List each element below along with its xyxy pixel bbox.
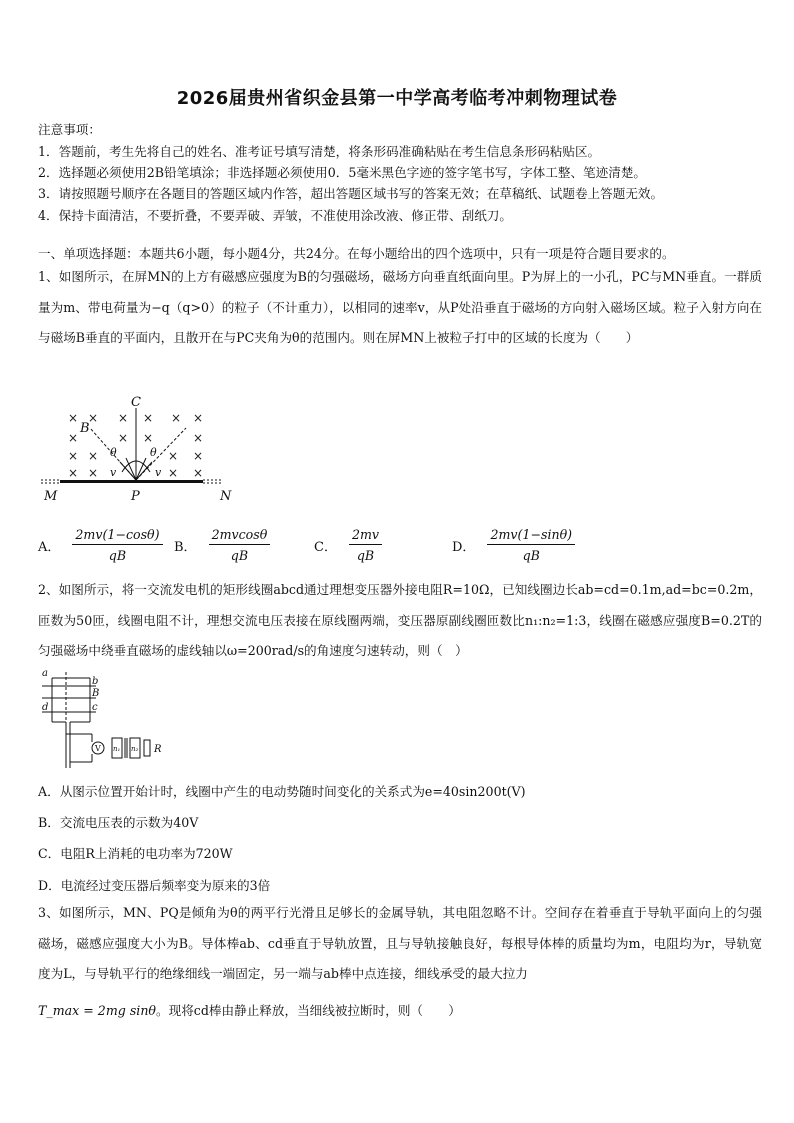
cross-mark: × — [193, 449, 204, 463]
cross-mark: × — [143, 431, 154, 445]
cross-mark: × — [193, 411, 204, 425]
cross-mark: × — [118, 431, 129, 445]
label-n1: n₁ — [113, 745, 121, 753]
label-b: B — [80, 421, 90, 436]
option-b-numerator: 2mvcosθ — [209, 527, 271, 545]
label-a: a — [42, 668, 48, 679]
label-c: C — [131, 395, 141, 410]
notes-heading: 注意事项： — [38, 122, 101, 137]
cross-mark: × — [171, 411, 182, 425]
option-b-denominator: qB — [230, 548, 249, 563]
option-d-label: D． — [452, 539, 476, 555]
note-item-2: 2．选择题必须使用2B铅笔填涂；非选择题必须使用0．5毫米黑色字迹的签字笔书写，字体工整、笔迹清楚。 — [38, 165, 647, 180]
cross-mark: × — [88, 411, 99, 425]
option-a-numerator: 2mv(1−cosθ) — [72, 527, 162, 545]
cross-mark: × — [193, 431, 204, 445]
tmax-formula: T_max = 2mg sinθ — [38, 1003, 157, 1018]
label-v-right: v — [155, 466, 162, 479]
cross-mark: × — [118, 411, 129, 425]
option-c-numerator: 2mv — [349, 527, 382, 545]
label-r: R — [154, 744, 162, 755]
cross-mark: × — [143, 411, 154, 425]
question-1-figure — [38, 394, 248, 506]
cross-mark: × — [68, 411, 79, 425]
cross-mark: × — [68, 449, 79, 463]
label-b: b — [92, 676, 99, 687]
option-d[interactable] — [452, 520, 575, 570]
option-b[interactable] — [174, 520, 270, 570]
cross-mark: × — [168, 449, 179, 463]
question-2-option-d[interactable]: D．电流经过变压器后频率变为原来的3倍 — [38, 878, 271, 893]
option-a-denominator: qB — [108, 548, 127, 563]
cross-mark: × — [193, 466, 204, 480]
section-heading: 一、单项选择题：本题共6小题，每小题4分，共24分。在每小题给出的四个选项中，只有一项是符合题目要求的。 — [38, 246, 675, 261]
cross-mark: × — [88, 449, 99, 463]
cross-mark: × — [168, 466, 179, 480]
label-theta-left: θ — [110, 446, 117, 459]
voltmeter-label: V — [95, 744, 101, 753]
note-item-3: 3．请按照题号顺序在各题目的答题区域内作答，超出答题区域书写的答案无效；在草稿纸、试题卷上答题无效。 — [38, 186, 664, 201]
note-item-4: 4．保持卡面清洁，不要折叠，不要弄破、弄皱，不准使用涂改液、修正带、刮纸刀。 — [38, 208, 512, 223]
question-2-text: 2、如图所示，将一交流发电机的矩形线圈abcd通过理想变压器外接电阻R=10Ω，已知线圈边长ab=cd=0.1m,ad=bc=0.2m，匝数为50匝，线圈电阻不计，理想交流电压表接在原线圈两端，变压器原副线圈匝数比n₁:n₂=1:3，线圈在磁感应强度B=0.2T的匀强磁场中绕垂直磁场的虚线轴以ω=200rad/s的角速度匀速转动，则（ ） — [38, 582, 762, 658]
option-c-denominator: qB — [356, 548, 375, 563]
label-m: M — [44, 489, 58, 504]
option-b-label: B． — [174, 539, 197, 555]
option-d-fraction — [487, 527, 575, 563]
option-d-denominator: qB — [522, 548, 540, 563]
question-2-option-a[interactable]: A．从图示位置开始计时，线圈中产生的电动势随时间变化的关系式为e=40sin200t(V) — [38, 784, 526, 799]
cross-mark: × — [88, 466, 99, 480]
option-c-fraction — [349, 527, 382, 563]
question-3-tail — [38, 1000, 461, 1019]
note-item-1: 1．答题前，考生先将自己的姓名、准考证号填写清楚，将条形码准确粘贴在考生信息条形码粘贴区。 — [38, 144, 601, 159]
question-1-text: 1、如图所示，在屏MN的上方有磁感应强度为B的匀强磁场，磁场方向垂直纸面向里。P为屏上的一小孔，PC与MN垂直。一群质量为m、带电荷量为−q（q>0）的粒子（不计重力），以相同的速率v，从P处沿垂直于磁场的方向射入磁场区域。粒子入射方向在与磁场B垂直的平面内，且散开在与PC夹角为θ的范围内。则在屏MN上被粒子打中的区域的长度为（ ） — [38, 269, 762, 345]
label-d: d — [42, 702, 49, 713]
label-p: P — [131, 489, 140, 504]
cross-mark: × — [68, 431, 79, 445]
label-theta-right: θ — [150, 446, 157, 459]
question-1-options — [38, 520, 758, 570]
label-n2: n₂ — [131, 745, 139, 753]
label-field-b: B — [92, 688, 100, 699]
page-title: 2026届贵州省织金县第一中学高考临考冲刺物理试卷 — [176, 88, 618, 109]
option-c-label: C． — [314, 539, 337, 555]
cross-mark: × — [68, 466, 79, 480]
label-n: N — [220, 489, 232, 504]
question-2-option-b[interactable]: B．交流电压表的示数为40V — [38, 815, 199, 830]
option-a[interactable] — [38, 520, 163, 570]
question-2-option-c[interactable]: C．电阻R上消耗的电功率为720W — [38, 846, 233, 861]
option-c[interactable] — [314, 520, 382, 570]
question-3-text: 3、如图所示，MN、PQ是倾角为θ的两平行光滑且足够长的金属导轨，其电阻忽略不计。空间存在着垂直于导轨平面向上的匀强磁场，磁感应强度大小为B。导体棒ab、cd垂直于导轨放置，且与导轨接触良好，每根导体棒的质量均为m，电阻均为r，导轨宽度为L，与导轨平行的绝缘细线一端固定，另一端与ab棒中点连接，细线承受的最大拉力 — [38, 905, 762, 981]
option-a-label: A． — [38, 539, 61, 555]
option-a-fraction — [72, 527, 162, 563]
option-d-numerator: 2mv(1−sinθ) — [487, 527, 575, 545]
option-b-fraction — [209, 527, 271, 563]
label-v-left: v — [110, 466, 117, 479]
label-c: c — [92, 702, 98, 713]
question-2-figure — [40, 668, 170, 768]
question-3-tail-text: 。现将cd棒由静止释放，当细线被拉断时，则（ ） — [156, 1003, 461, 1018]
